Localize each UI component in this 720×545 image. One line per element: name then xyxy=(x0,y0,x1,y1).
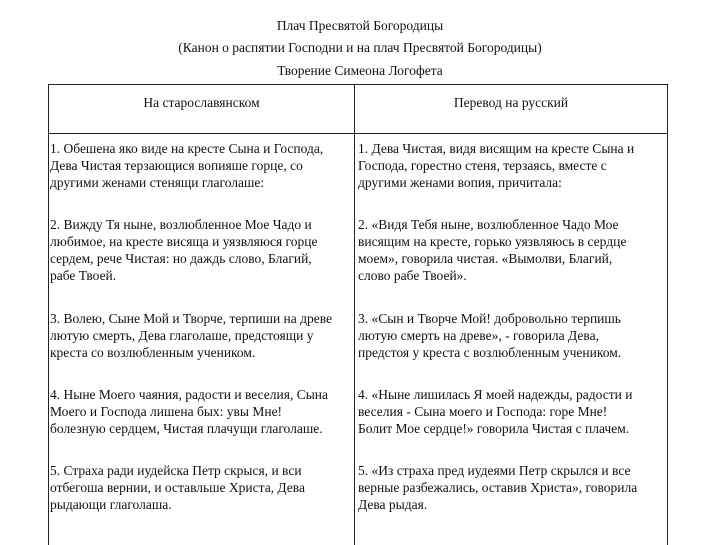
header-separator xyxy=(49,133,667,134)
header-russian: Перевод на русский xyxy=(453,95,569,110)
row-3-slavonic xyxy=(50,310,352,361)
text-line: 3. «Сын и Творче Мой! добровольно терпишь xyxy=(358,311,621,326)
text-line: 2. Вижду Тя ныне, возлюбленное Мое Чадо и xyxy=(50,217,312,232)
text-line: рабе Твоей. xyxy=(50,268,117,283)
text-line: 5. Страха ради иудейска Петр скрыся, и вси xyxy=(50,463,302,478)
text-line: Болит Мое сердце!» говорила Чистая с плачем. xyxy=(358,421,630,436)
row-4-russian xyxy=(358,386,664,437)
text-line: отбегоша вернии, и оставльше Христа, Дева xyxy=(50,480,305,495)
column-divider xyxy=(354,85,355,545)
document-subtitle: (Канон о распятии Господни и на плач Пресвятой Богородицы) xyxy=(178,40,542,55)
text-line: 4. Ныне Моего чаяния, радости и веселия, Сына xyxy=(50,387,328,402)
text-line: 1. Дева Чистая, видя висящим на кресте Сына и xyxy=(358,141,635,156)
translation-table xyxy=(48,84,668,545)
row-5-slavonic xyxy=(50,462,352,513)
row-2-russian xyxy=(358,216,664,284)
text-line: 1. Обешена яко виде на кресте Сына и Господа, xyxy=(50,141,324,156)
row-2-slavonic xyxy=(50,216,352,284)
text-line: Дева Чистая терзающися вопияше горце, со xyxy=(50,158,303,173)
text-line: верные разбежались, оставив Христа», говорила xyxy=(358,480,638,495)
text-line: другими женами вопия, причитала: xyxy=(358,175,562,190)
text-line: креста со возлюбленным учеником. xyxy=(50,345,256,360)
text-line: висящим на кресте, горько уязвляюсь в сердце xyxy=(358,234,627,249)
text-line: слово рабе Твоей». xyxy=(358,268,467,283)
text-line: Дева рыдая. xyxy=(358,497,428,512)
text-line: предстоя у креста с возлюбленным учеником. xyxy=(358,345,622,360)
text-line: рыдающи глаголаша. xyxy=(50,497,172,512)
row-3-russian xyxy=(358,310,664,361)
row-1-russian xyxy=(358,140,664,191)
text-line: сердем, рече Чистая: но даждь слово, Благий, xyxy=(50,251,312,266)
text-line: 2. «Видя Тебя ныне, возлюбленное Чадо Мое xyxy=(358,217,619,232)
document-title: Плач Пресвятой Богородицы xyxy=(276,18,444,33)
text-line: болезную сердцем, Чистая плачущи глаголаше. xyxy=(50,421,323,436)
text-line: 3. Волею, Сыне Мой и Творче, терпиши на древе xyxy=(50,311,333,326)
text-line: любимое, на кресте висяща и уязвляюся горце xyxy=(50,234,318,249)
text-line: моем», говорила чистая. «Вымолви, Благий, xyxy=(358,251,613,266)
text-line: лютую смерть на древе», - говорила Дева, xyxy=(358,328,599,343)
row-1-slavonic xyxy=(50,140,352,191)
text-line: лютую смерть, Дева глаголаше, предстоящи у xyxy=(50,328,314,343)
header-church-slavonic: На старославянском xyxy=(143,95,260,110)
text-line: другими женами стенящи глаголаше: xyxy=(50,175,265,190)
text-line: 5. «Из страха пред иудеями Петр скрылся и все xyxy=(358,463,631,478)
row-5-russian xyxy=(358,462,664,513)
text-line: Моего и Господа лишена бых: увы Мне! xyxy=(50,404,283,419)
row-4-slavonic xyxy=(50,386,352,437)
document-author: Творение Симеона Логофета xyxy=(277,63,443,78)
text-line: Господа, горестно стеня, терзаясь, вместе с xyxy=(358,158,607,173)
text-line: 4. «Ныне лишилась Я моей надежды, радости и xyxy=(358,387,633,402)
text-line: веселия - Сына моего и Господа: горе Мне! xyxy=(358,404,608,419)
